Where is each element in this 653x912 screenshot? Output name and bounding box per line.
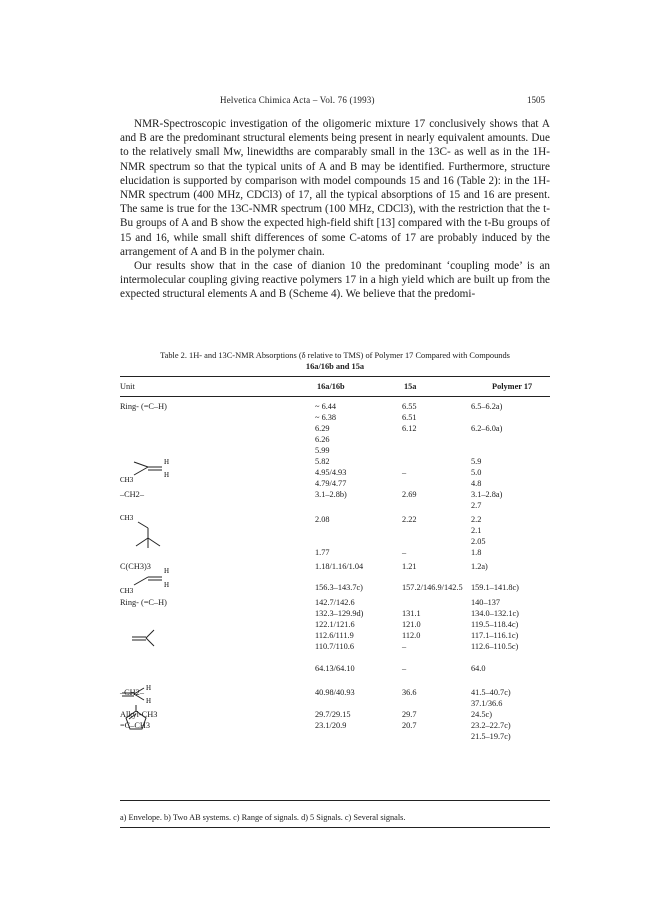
caption-line: 16a/16b and 15a [305, 362, 365, 371]
cell-poly: 159.1–141.8c) [471, 583, 519, 592]
cell-c16: ~ 6.44 [315, 402, 337, 411]
cell-poly: 1.2a) [471, 562, 488, 571]
cell-c16: 112.6/111.9 [315, 631, 354, 640]
table-row [120, 526, 550, 537]
cell-poly: 2.1 [471, 526, 482, 535]
table-body [120, 402, 550, 747]
journal-title: Helvetica Chimica Acta – Vol. 76 (1993) [220, 95, 375, 105]
table-row [120, 710, 550, 721]
cell-c16: 29.7/29.15 [315, 710, 351, 719]
cell-c15: 157.2/146.9/142.5 [402, 583, 463, 592]
cell-unit: Ring- (=C–H) [120, 402, 167, 411]
table-row [120, 562, 550, 573]
struct-label: H [146, 697, 152, 705]
cell-poly: 21.5–19.7c) [471, 732, 511, 741]
cell-c15: 2.22 [402, 515, 417, 524]
cell-c15: 36.6 [402, 688, 417, 697]
table-row [120, 642, 550, 653]
cell-c16: 1.18/1.16/1.04 [315, 562, 364, 571]
struct-label: H [164, 567, 170, 575]
cell-c16: 6.29 [315, 424, 330, 433]
cell-c15: – [402, 468, 407, 477]
table-row [120, 631, 550, 642]
table-header-rule [120, 396, 550, 397]
cell-c15: 121.0 [402, 620, 421, 629]
cell-c16: 23.1/20.9 [315, 721, 347, 730]
table-row [120, 620, 550, 631]
cell-unit: =C–CH3 [120, 721, 151, 730]
table-row [120, 515, 550, 526]
table-row [120, 490, 550, 501]
cell-c16: 156.3–143.7c) [315, 583, 363, 592]
cell-c16: 40.98/40.93 [315, 688, 355, 697]
table-row [120, 446, 550, 457]
paragraph: NMR-Spectroscopic investigation of the oligomeric mixture 17 conclusively shows that A and B are the predominant structural elements being present in nearly equivalent amounts. Due to the relatively small Mw, linewidths are comparably small in the 13C- as well as in the 1H-NMR spectrum so that the typical units of A and B may be identified. Furthermore, structure elucidation is supported by comparison with model compounds 15 and 16 (Table 2): in the 1H-NMR spectrum (400 MHz, CDCl3) of 17, all the typical absorptions of 15 and 16 are present. The same is true for the 13C-NMR spectrum (100 MHz, CDCl3), with the restriction that the t-Bu groups of A and B show the expected high-field shift [13] compared with the t-Bu groups of 15 and 16, while small shift differences of some C-atoms of 17 are probably induced by the arrangement of A and B in the polymer chain. [120, 118, 550, 258]
cell-c16: 122.1/121.6 [315, 620, 355, 629]
cell-unit: Ring- (=C–H) [120, 598, 167, 607]
table-row [120, 424, 550, 435]
header-15: 15a [404, 382, 417, 391]
cell-c15: 2.69 [402, 490, 417, 499]
cell-c16: 3.1–2.8b) [315, 490, 347, 499]
cell-c16: 1.77 [315, 548, 330, 557]
cell-c15: – [402, 664, 407, 673]
header-unit: Unit [120, 382, 135, 391]
header-polymer: Polymer 17 [492, 382, 533, 391]
cell-poly: 134.0–132.1c) [471, 609, 519, 618]
table-top-rule [120, 376, 550, 377]
cell-c15: 6.55 [402, 402, 417, 411]
table-row [120, 548, 550, 559]
struct-label: H [164, 471, 170, 479]
cell-c15: 6.12 [402, 424, 417, 433]
cell-poly: 2.7 [471, 501, 482, 510]
table-footnote: a) Envelope. b) Two AB systems. c) Range of signals. d) 5 Signals. c) Several signals. [120, 813, 406, 822]
table-row [120, 699, 550, 710]
cell-poly: 6.2–6.0a) [471, 424, 503, 433]
cell-c16: 5.99 [315, 446, 330, 455]
cell-c16: 5.82 [315, 457, 330, 466]
table-caption [120, 350, 550, 372]
cell-c15: 29.7 [402, 710, 417, 719]
cell-c16: ~ 6.38 [315, 413, 337, 422]
cell-c15: – [402, 642, 407, 651]
cell-c16: 6.26 [315, 435, 330, 444]
cell-poly: 1.8 [471, 548, 482, 557]
vinylidene-structure [134, 462, 162, 475]
cell-poly: 2.2 [471, 515, 482, 524]
cell-c15: 112.0 [402, 631, 421, 640]
cell-poly: 41.5–40.7c) [471, 688, 511, 697]
tbu-structure [136, 522, 160, 548]
struct-label: CH3 [120, 476, 134, 484]
table-row [120, 413, 550, 424]
table-header [120, 382, 550, 394]
cell-poly: 4.8 [471, 479, 482, 488]
table-row [120, 583, 550, 594]
cell-poly: 5.9 [471, 457, 482, 466]
cell-poly: 6.5–6.2a) [471, 402, 503, 411]
cell-unit: C(CH3)3 [120, 562, 151, 571]
cell-poly: 37.1/36.6 [471, 699, 503, 708]
cell-c16: 4.95/4.93 [315, 468, 347, 477]
cell-poly: 112.6–110.5c) [471, 642, 519, 651]
footnote-rule [120, 827, 550, 828]
table-row [120, 457, 550, 468]
cell-poly: 24.5c) [471, 710, 492, 719]
cell-poly: 117.1–116.1c) [471, 631, 519, 640]
fulvene-structure [132, 630, 154, 646]
cell-c16: 2.08 [315, 515, 330, 524]
cell-poly: 2.05 [471, 537, 486, 546]
struct-label: CH3 [120, 514, 134, 522]
table-row [120, 609, 550, 620]
cell-poly: 3.1–2.8a) [471, 490, 503, 499]
table-row [120, 688, 550, 699]
table-row [120, 537, 550, 548]
table-row [120, 479, 550, 490]
struct-label: H [146, 684, 152, 692]
paragraph: Our results show that in the case of dianion 10 the predominant ‘coupling mode’ is an intermolecular coupling giving reactive polymers 17 in a high yield which are built up from the expected structural elements A and B (Scheme 4). We believe that the predomi- [120, 260, 550, 301]
struct-label: H [164, 581, 170, 589]
cell-c15: 20.7 [402, 721, 417, 730]
ring-structures [118, 680, 168, 735]
page-number: 1505 [527, 95, 545, 105]
cell-poly: 140–137 [471, 598, 501, 607]
cyclopentadiene-ring [126, 705, 146, 729]
cell-unit: –CH2– [120, 688, 144, 697]
table-row [120, 402, 550, 413]
table-bottom-rule [120, 800, 550, 801]
vinyl-structure [134, 577, 162, 585]
cell-c15: 131.1 [402, 609, 421, 618]
cell-poly: 5.0 [471, 468, 482, 477]
cell-c15: – [402, 548, 407, 557]
cell-poly: 119.5–118.4c) [471, 620, 519, 629]
cell-c16: 64.13/64.10 [315, 664, 355, 673]
table-row [120, 732, 550, 743]
cell-c16: 132.3–129.9d) [315, 609, 364, 618]
cell-poly: 23.2–22.7c) [471, 721, 511, 730]
table-row [120, 598, 550, 609]
table-row [120, 501, 550, 512]
table-row [120, 721, 550, 732]
cell-c16: 110.7/110.6 [315, 642, 355, 651]
cell-poly: 64.0 [471, 664, 486, 673]
cell-c16: 142.7/142.6 [315, 598, 355, 607]
vinylic-h-structure [122, 688, 144, 700]
struct-label: CH3 [120, 587, 134, 595]
caption-line: Table 2. 1H- and 13C-NMR Absorptions (δ relative to TMS) of Polymer 17 Compared with Compounds [160, 351, 510, 360]
structure-drawings [118, 450, 178, 650]
cell-c15: 6.51 [402, 413, 417, 422]
table-row [120, 664, 550, 675]
table-row [120, 468, 550, 479]
cell-unit: –CH2– [120, 490, 144, 499]
cell-unit: Alkyl-CH3 [120, 710, 158, 719]
body-text [120, 117, 550, 302]
cell-c16: 4.79/4.77 [315, 479, 347, 488]
table-row [120, 435, 550, 446]
cell-c15: 1.21 [402, 562, 417, 571]
header-16: 16a/16b [317, 382, 345, 391]
struct-label: H [164, 458, 170, 466]
